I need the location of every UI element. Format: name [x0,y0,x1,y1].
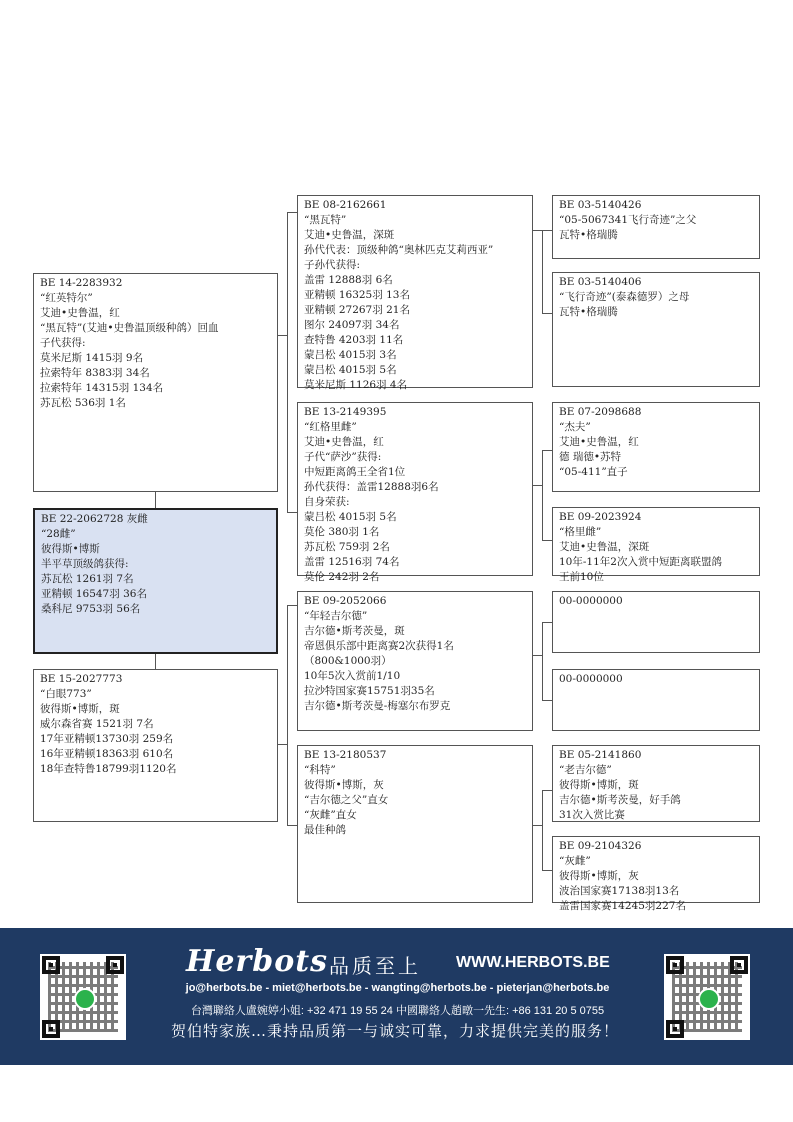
pedigree-line: 艾迪•史鲁温，深斑 [559,541,650,553]
connector [542,230,543,313]
pedigree-line: “白眼773” [40,688,92,700]
wechat-icon [698,988,720,1010]
connector [287,212,297,213]
pedigree-box-ssd [552,272,760,387]
ring-number: BE 09-2104326 [559,840,642,852]
pedigree-line: 盖雷国家赛14245羽227名 [559,900,686,912]
connector [542,870,552,871]
connector [542,450,552,451]
pedigree-line: 10年-11年2次入赏中短距离联盟鸽 [559,556,722,568]
connector [542,700,552,701]
connector [542,622,543,700]
pedigree-line: 半平草顶级鸽获得: [41,558,129,570]
pedigree-line: 拉索特年 8383羽 34名 [40,367,150,379]
pedigree-line: 子代获得: [40,337,86,349]
connector [533,825,542,826]
pedigree-line: “飞行奇迹”(泰森德罗）之母 [559,291,690,303]
pedigree-line: 波治国家赛17138羽13名 [559,885,680,897]
pedigree-line: 18年查特鲁18799羽1120名 [40,763,177,775]
connector [287,605,288,825]
pedigree-line: 亚精顿 16325羽 13名 [304,289,410,301]
website-link[interactable]: WWW.HERBOTS.BE [456,954,610,971]
pedigree-line: “黑瓦特”(艾迪•史鲁温顶级种鸽）回血 [40,322,219,334]
pedigree-line: 苏瓦松 759羽 2名 [304,541,390,553]
pedigree-line: 亚精顿 16547羽 36名 [41,588,147,600]
pedigree-line: （800&1000羽） [304,655,392,667]
pedigree-line: 莫伦 380羽 1名 [304,526,380,538]
herbots-logo: Herbots [186,944,328,979]
pedigree-line: “格里雌” [559,526,602,538]
ring-number: BE 07-2098688 [559,406,642,418]
connector [542,790,543,870]
ring-number: BE 09-2023924 [559,511,642,523]
pedigree-box-ds [297,591,533,731]
pedigree-line: 17年亚精顿13730羽 259名 [40,733,174,745]
company-motto: 贺伯特家族…秉持品质第一与诚实可靠，力求提供完美的服务！ [170,1022,619,1040]
pedigree-box-dam [33,669,278,822]
connector [155,492,156,508]
pedigree-line: 苏瓦松 1261羽 7名 [41,573,134,585]
pedigree-box-dss [552,591,760,653]
connector [287,212,288,512]
qr-code-right[interactable] [664,954,750,1040]
connector [542,790,552,791]
pedigree-box-sire [33,273,278,492]
qr-code-left[interactable] [40,954,126,1040]
pedigree-line: 中短距离鸽王全省1位 [304,466,406,478]
ring-number: 00-0000000 [559,673,623,685]
pedigree-line: “杰夫” [559,421,591,433]
connector [542,540,552,541]
pedigree-line: “05-5067341飞行奇迹”之父 [559,214,697,226]
pedigree-line: 图尔 24097羽 34名 [304,319,400,331]
ring-number: BE 03-5140426 [559,199,642,211]
ring-number: BE 03-5140406 [559,276,642,288]
pedigree-box-sds [552,402,760,492]
pedigree-line: “红格里雌” [304,421,357,433]
pedigree-box-dd [297,745,533,903]
connector [287,825,297,826]
pedigree-line: 彼得斯•博斯，斑 [559,779,639,791]
footer-banner [0,928,793,1065]
ring-number: BE 13-2149395 [304,406,387,418]
pedigree-line: 莫伦 242羽 2名 [304,571,380,583]
pedigree-line: 子代“萨沙”获得: [304,451,382,463]
connector [542,230,552,231]
connector [533,230,542,231]
connector [287,512,297,513]
pedigree-line: “吉尔德之父”直女 [304,794,389,806]
pedigree-line: “红英特尔” [40,292,93,304]
pedigree-line: 艾迪•史鲁温，红 [559,436,639,448]
pedigree-line: “灰雌” [559,855,591,867]
pedigree-line: 彼得斯•博斯，灰 [304,779,384,791]
pedigree-line: 蒙吕松 4015羽 5名 [304,364,397,376]
pedigree-line: 帝恩俱乐部中距离赛2次获得1名 [304,640,454,652]
pedigree-line: “年轻吉尔德” [304,610,368,622]
brand-row [186,944,626,979]
pedigree-line: 拉沙特国家赛15751羽35名 [304,685,435,697]
pedigree-line: 吉尔德•斯考茨曼，好手鸽 [559,794,681,806]
connector [287,605,297,606]
pedigree-line: “28雌” [41,528,76,540]
pedigree-line: “老吉尔德” [559,764,612,776]
pedigree-line: “科特” [304,764,336,776]
connector [533,655,542,656]
pedigree-line: 查特鲁 4203羽 11名 [304,334,404,346]
connector [278,335,287,336]
pedigree-box-ddd [552,836,760,912]
connector [155,653,156,669]
connector [542,622,552,623]
pedigree-line: 吉尔德•斯考茨曼，斑 [304,625,405,637]
connector [542,313,552,314]
pedigree-line: 31次入赏比赛 [559,809,625,821]
pedigree-line: 德 瑞德•苏特 [559,451,622,463]
pedigree-box-ss [297,195,533,391]
wechat-icon [74,988,96,1010]
pedigree-line: 最佳种鸽 [304,824,346,836]
pedigree-line: 孙代获得：盖雷12888羽6名 [304,481,439,493]
pedigree-line: 彼得斯•博斯，灰 [559,870,639,882]
ring-number: BE 09-2052066 [304,595,387,607]
pedigree-line: 16年亚精顿18363羽 610名 [40,748,174,760]
ring-number: BE 13-2180537 [304,749,387,761]
pedigree-line: 瓦特•格瑞腾 [559,306,618,318]
pedigree-line: 自身荣获: [304,496,350,508]
pedigree-line: 盖雷 12888羽 6名 [304,274,393,286]
pedigree-line: 莫米尼斯 1126羽 4名 [304,379,408,391]
pedigree-line: 亚精顿 27267羽 21名 [304,304,410,316]
pedigree-line: 艾迪•史鲁温，红 [304,436,384,448]
pedigree-line: 桑科尼 9753羽 56名 [41,603,141,615]
pedigree-line: 子孙代获得: [304,259,361,271]
pedigree-line: 瓦特•格瑞腾 [559,229,618,241]
pedigree-line: 吉尔德•斯考茨曼-梅塞尔布罗克 [304,700,451,712]
pedigree-line: 莫米尼斯 1415羽 9名 [40,352,144,364]
contact-emails[interactable]: jo@herbots.be - miet@herbots.be - wangting@herbots.be - pieterjan@herbots.be [185,982,610,994]
connector [533,485,542,486]
pedigree-line: 彼得斯•博斯 [41,543,100,555]
contact-phones: 台灣聯絡人盧婉婷小姐: +32 471 19 55 24 中國聯絡人趙暾一先生: +86 131 20 5 0755 [190,1005,605,1017]
ring-number: BE 08-2162661 [304,199,387,211]
pedigree-line: 蒙吕松 4015羽 5名 [304,511,397,523]
pedigree-line: 拉索特年 14315羽 134名 [40,382,164,394]
connector [278,744,287,745]
pedigree-line: 孙代代表：顶级种鸽“奥林匹克艾莉西亚” [304,244,494,256]
pedigree-box-subject [33,508,278,654]
pedigree-box-sdd [552,507,760,583]
ring-number: BE 05-2141860 [559,749,642,761]
pedigree-line: “05-411”直子 [559,466,628,478]
ring-number: BE 15-2027773 [40,673,123,685]
pedigree-line: “黑瓦特” [304,214,347,226]
pedigree-box-dds [552,745,760,822]
brand-slogan: 品质至上 [329,954,421,978]
pedigree-line: 苏瓦松 536羽 1名 [40,397,126,409]
pedigree-box-sss [552,195,760,259]
pedigree-line: 王前10位 [559,571,604,583]
pedigree-line: 威尔森省赛 1521羽 7名 [40,718,154,730]
pedigree-box-sd [297,402,533,583]
pedigree-box-dsd [552,669,760,731]
pedigree-line: “灰雌”直女 [304,809,357,821]
pedigree-line: 艾迪•史鲁温，深斑 [304,229,395,241]
ring-number: BE 14-2283932 [40,277,123,289]
ring-number: 00-0000000 [559,595,623,607]
pedigree-line: 艾迪•史鲁温，红 [40,307,120,319]
pedigree-line: 彼得斯•博斯，斑 [40,703,120,715]
pedigree-line: 10年5次入赏前1/10 [304,670,401,682]
pedigree-line: 盖雷 12516羽 74名 [304,556,400,568]
connector [542,450,543,540]
ring-number: BE 22-2062728 灰雌 [41,513,148,525]
pedigree-line: 蒙吕松 4015羽 3名 [304,349,397,361]
